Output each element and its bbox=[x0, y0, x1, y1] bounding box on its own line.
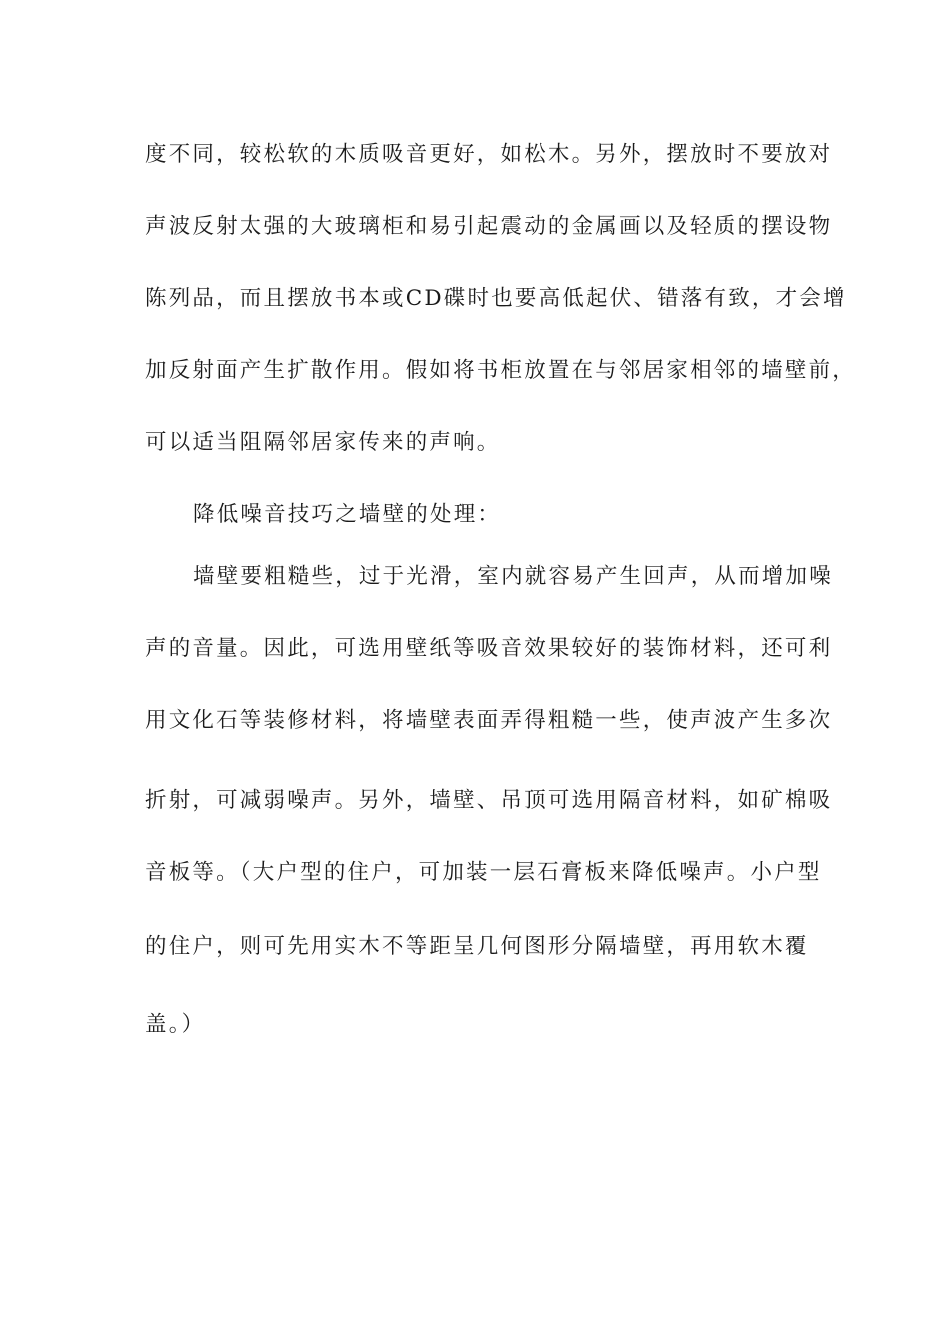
paragraph-line-1: 度不同，较松软的木质吸音更好，如松木。另外，摆放时不要放对 bbox=[145, 142, 833, 167]
paragraph-line-12: 的住户，则可先用实木不等距呈几何图形分隔墙壁，再用软木覆 bbox=[145, 934, 809, 959]
paragraph-line-10: 折射，可减弱噪声。另外，墙壁、吊顶可选用隔音材料，如矿棉吸 bbox=[145, 788, 833, 813]
paragraph-line-9: 用文化石等装修材料，将墙壁表面弄得粗糙一些，使声波产生多次 bbox=[145, 708, 833, 733]
paragraph-line-8: 声的音量。因此，可选用壁纸等吸音效果较好的装饰材料，还可利 bbox=[145, 636, 833, 661]
section-heading: 降低噪音技巧之墙壁的处理： bbox=[193, 502, 502, 527]
paragraph-line-4: 加反射面产生扩散作用。假如将书柜放置在与邻居家相邻的墙壁前， bbox=[145, 358, 857, 383]
paragraph-line-2: 声波反射太强的大玻璃柜和易引起震动的金属画以及轻质的摆设物 bbox=[145, 214, 833, 239]
paragraph-line-11: 音板等。（大户型的住户，可加装一层石膏板来降低噪声。小户型 bbox=[145, 860, 822, 885]
paragraph-line-7: 墙壁要粗糙些，过于光滑，室内就容易产生回声，从而增加噪 bbox=[193, 564, 833, 589]
paragraph-line-13: 盖。） bbox=[145, 1012, 206, 1037]
paragraph-line-3: 陈列品，而且摆放书本或CD碟时也要高低起伏、错落有致，才会增 bbox=[145, 286, 847, 311]
paragraph-line-5: 可以适当阻隔邻居家传来的声响。 bbox=[145, 430, 501, 455]
